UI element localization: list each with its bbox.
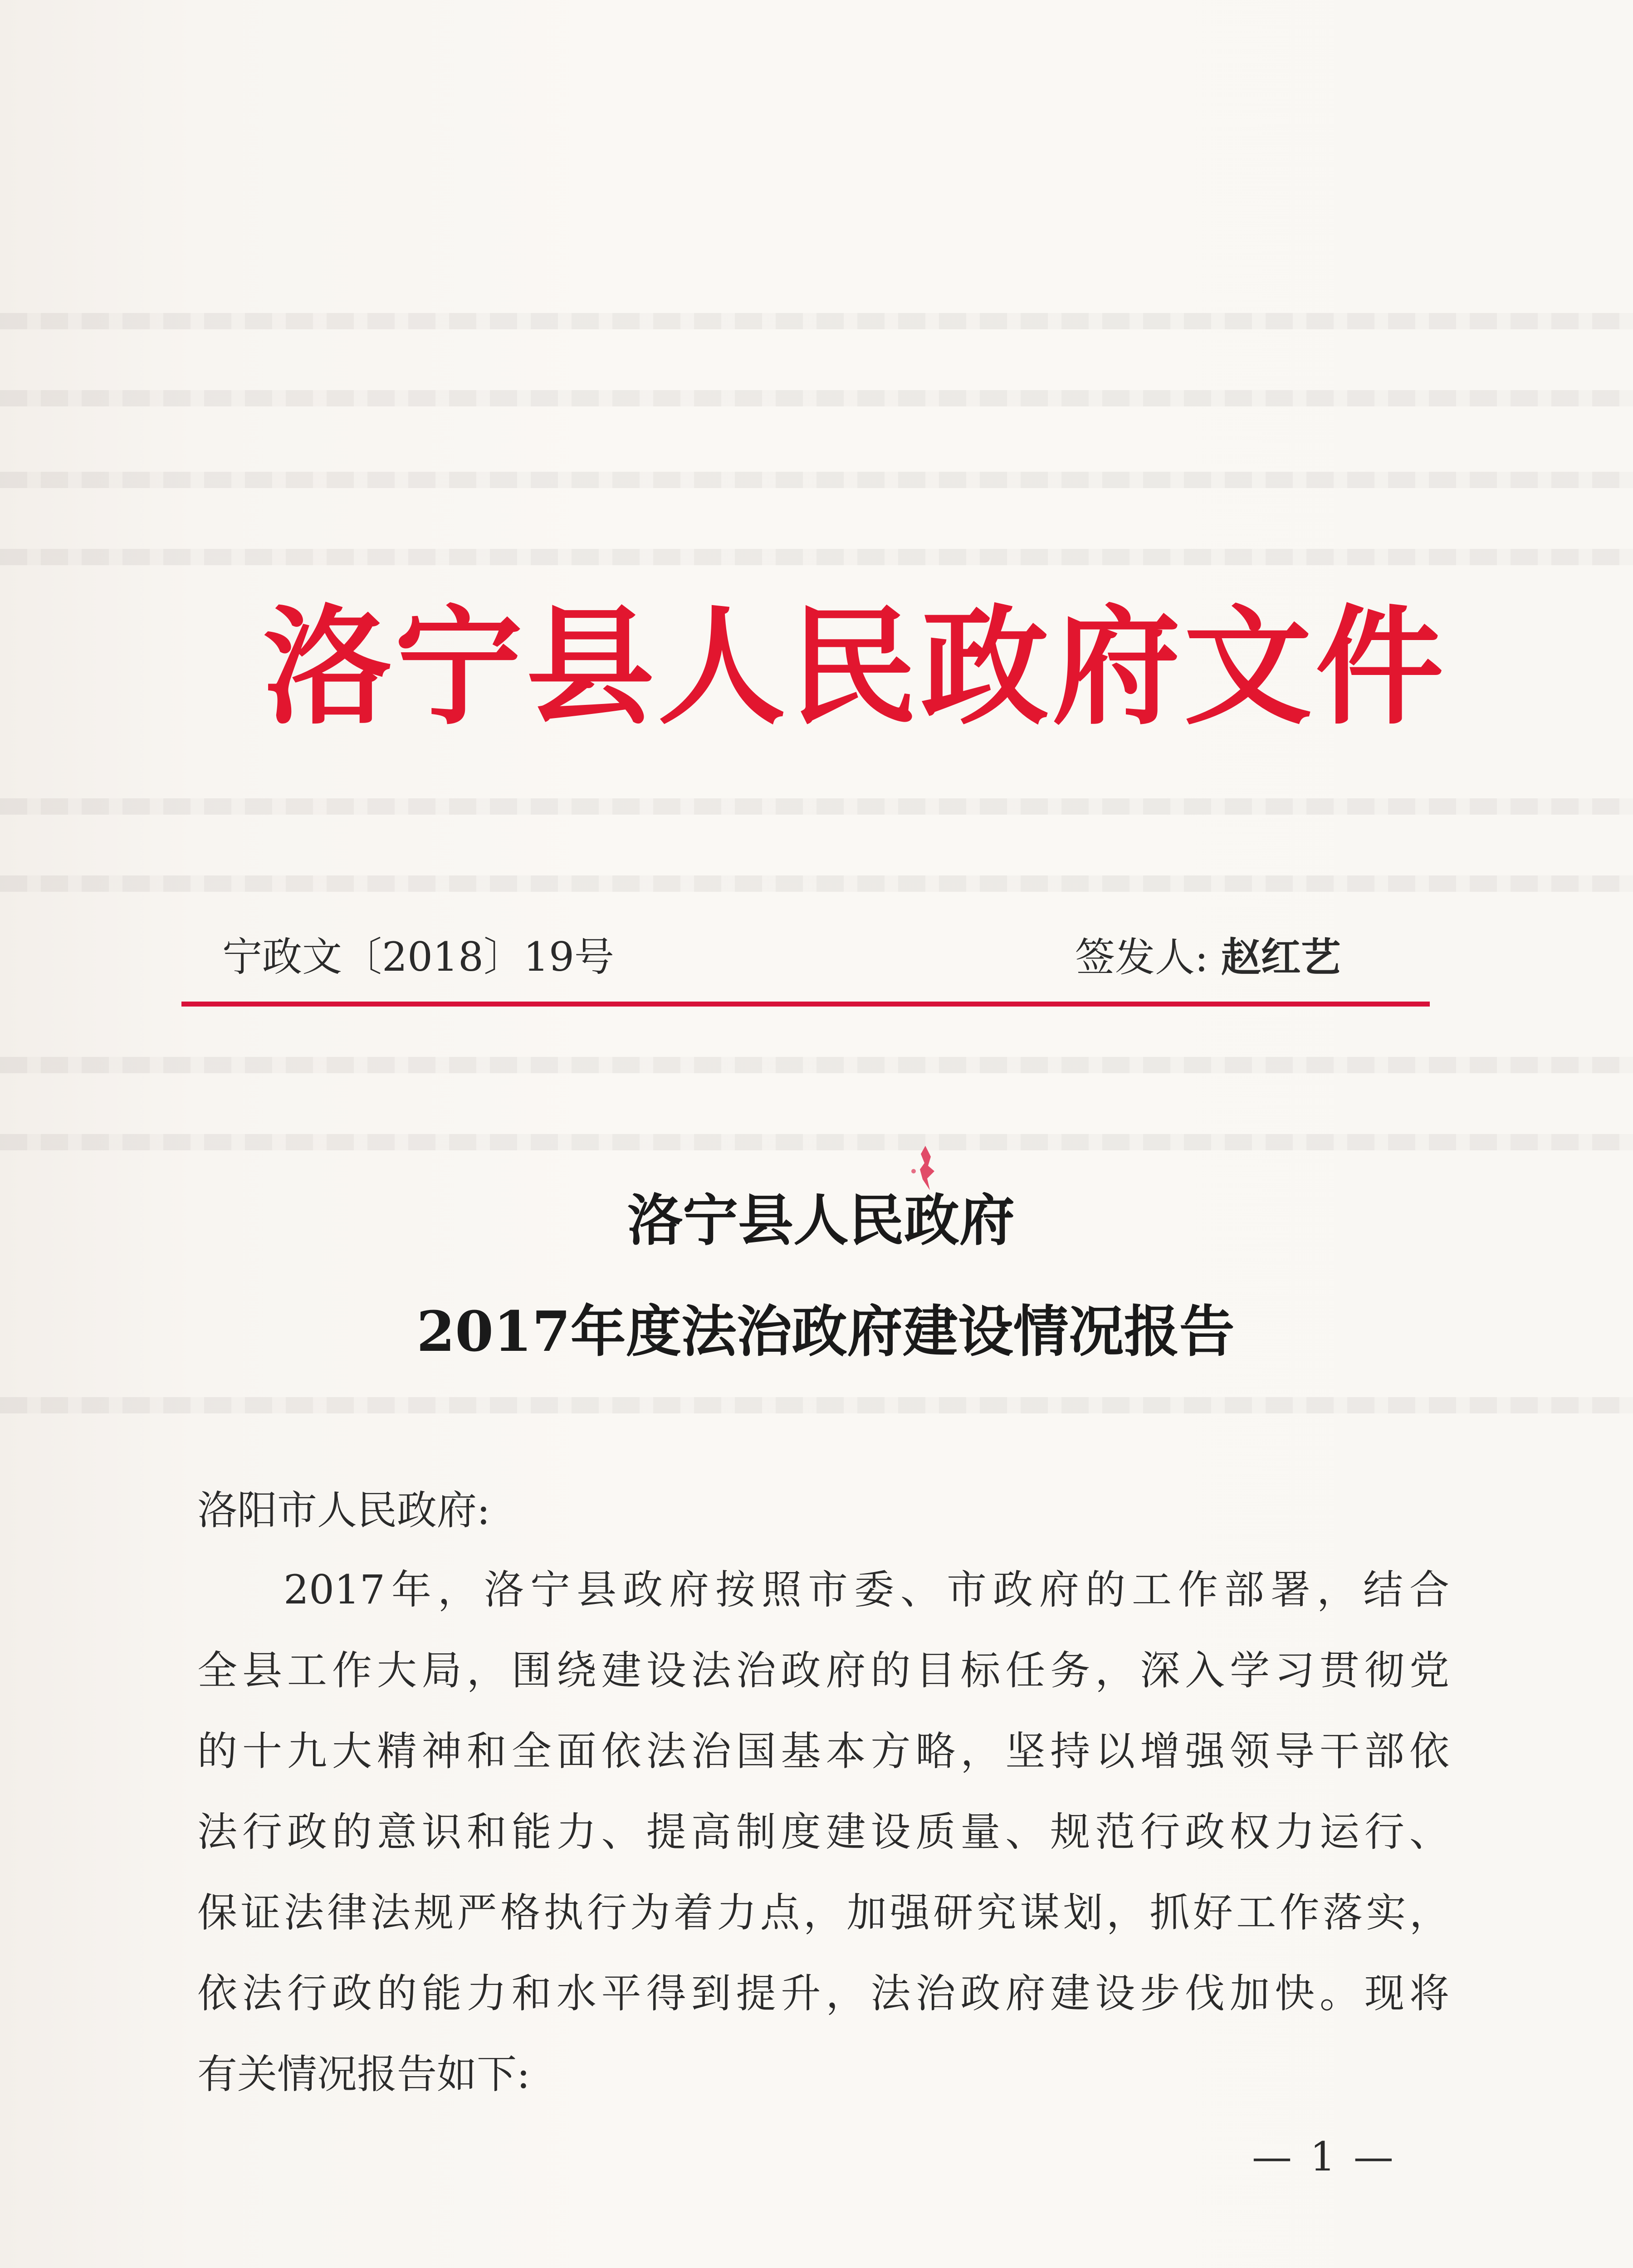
bleed-through-line	[0, 472, 1633, 488]
bleed-through-line	[0, 875, 1633, 892]
bleed-through-line	[0, 798, 1633, 815]
paragraph-line: 法行政的意识和能力、提高制度建设质量、规范行政权力运行、	[197, 1809, 1449, 1855]
paragraph-line: 的十九大精神和全面依法治国基本方略，坚持以增强领导干部依	[197, 1728, 1449, 1774]
paragraph-line: 有关情况报告如下:	[197, 2051, 530, 2097]
document-title: 洛宁县人民政府文件	[263, 591, 1447, 742]
red-divider	[181, 1002, 1430, 1007]
issuer-name: 赵红艺	[1221, 934, 1341, 981]
bleed-through-line	[0, 549, 1633, 565]
paragraph-line: 全县工作大局，围绕建设法治政府的目标任务，深入学习贯彻党	[197, 1647, 1449, 1694]
paragraph-line: 2017年，洛宁县政府按照市委、市政府的工作部署，结合	[284, 1566, 1449, 1613]
bleed-through-line	[0, 1397, 1633, 1413]
bleed-through-line	[0, 390, 1633, 406]
bleed-through-line	[0, 313, 1633, 329]
salutation: 洛阳市人民政府:	[197, 1487, 490, 1534]
report-title-line2: 2017年度法治政府建设情况报告	[416, 1299, 1235, 1364]
paragraph-line: 保证法律法规严格执行为着力点，加强研究谋划，抓好工作落实，	[197, 1889, 1449, 1936]
paragraph-line: 依法行政的能力和水平得到提升，法治政府建设步伐加快。现将	[197, 1970, 1449, 2017]
page-number: — 1 —	[1252, 2133, 1396, 2180]
document-number: 宁政文〔2018〕19号	[222, 934, 614, 980]
report-title-line1: 洛宁县人民政府	[627, 1188, 1015, 1253]
issuer	[1075, 932, 1341, 982]
bleed-through-line	[0, 1057, 1633, 1073]
issuer-label: 签发人:	[1075, 934, 1208, 981]
red-ink-mark	[907, 1143, 948, 1193]
bleed-through-line	[0, 1134, 1633, 1150]
